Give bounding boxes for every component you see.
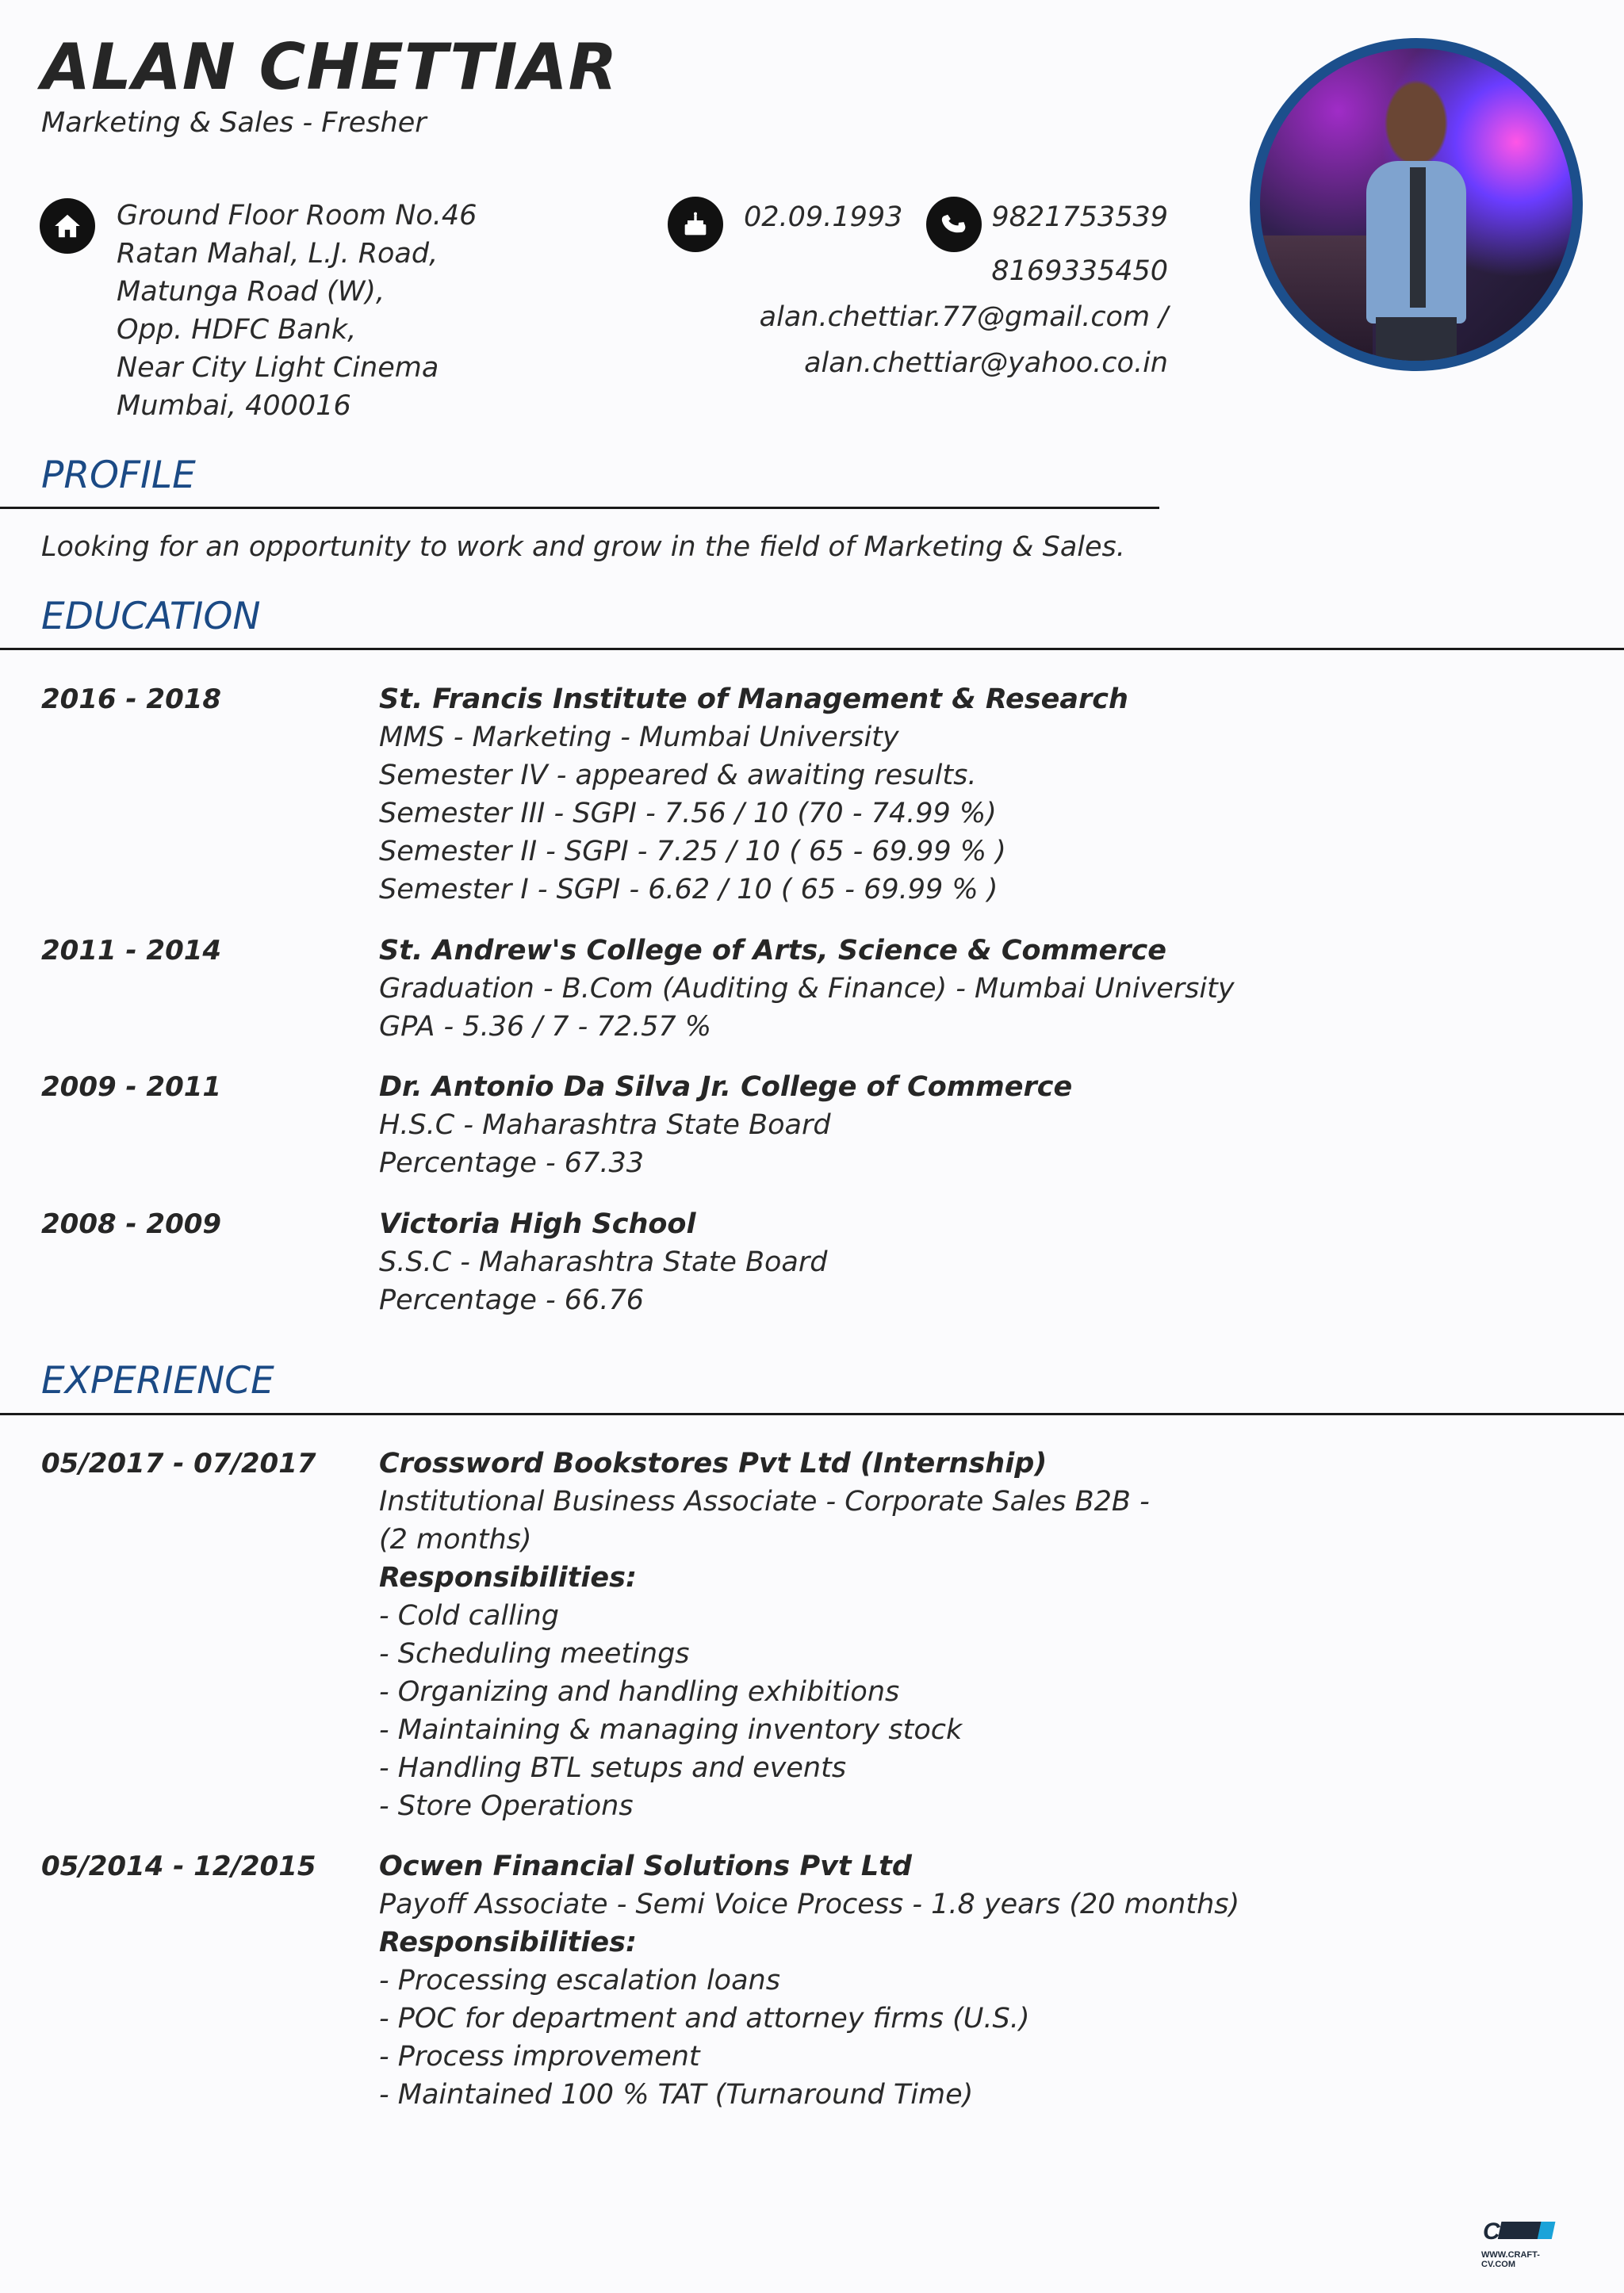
responsibility-item: - Scheduling meetings xyxy=(379,1638,690,1670)
education-detail: Percentage - 66.76 xyxy=(379,1284,644,1316)
logo-url: WWW.CRAFT-CV.COM xyxy=(1481,2250,1540,2269)
role-line: Institutional Business Associate - Corporate Sales B2B - xyxy=(379,1486,1150,1518)
responsibility-item: - Processing escalation loans xyxy=(379,1965,780,1996)
responsibility-item: - Maintaining & managing inventory stock xyxy=(379,1714,963,1746)
birthday-cake-icon xyxy=(668,197,723,252)
craft-cv-logo xyxy=(1481,2212,1561,2269)
candidate-subtitle: Marketing & Sales - Fresher xyxy=(41,107,427,139)
education-detail: Semester I - SGPI - 6.62 / 10 ( 65 - 69.99 % ) xyxy=(379,874,998,905)
address-block xyxy=(117,197,477,425)
education-detail: MMS - Marketing - Mumbai University xyxy=(379,722,899,753)
phone-number-1: 9821753539 xyxy=(991,201,1168,233)
education-detail: H.S.C - Maharashtra State Board xyxy=(379,1109,831,1141)
responsibility-item: - Handling BTL setups and events xyxy=(379,1752,847,1784)
experience-heading: EXPERIENCE xyxy=(41,1359,274,1403)
phone-icon xyxy=(926,197,982,252)
date-of-birth: 02.09.1993 xyxy=(744,201,903,233)
responsibilities-label: Responsibilities: xyxy=(379,1562,637,1594)
photo-tie xyxy=(1410,167,1426,308)
education-rule xyxy=(0,648,1624,650)
institution-name: Dr. Antonio Da Silva Jr. College of Commerce xyxy=(379,1071,1073,1103)
institution-name: St. Andrew's College of Arts, Science & Commerce xyxy=(379,935,1166,967)
institution-name: Victoria High School xyxy=(379,1208,696,1240)
education-detail: Semester II - SGPI - 7.25 / 10 ( 65 - 69.99 % ) xyxy=(379,836,1006,867)
logo-mark: C xyxy=(1483,2218,1500,2245)
email-2: alan.chettiar@yahoo.co.in xyxy=(804,347,1168,379)
responsibility-item: - Maintained 100 % TAT (Turnaround Time) xyxy=(379,2079,974,2111)
education-detail: Graduation - B.Com (Auditing & Finance) - Mumbai University xyxy=(379,973,1235,1005)
experience-rule xyxy=(0,1413,1624,1415)
responsibility-item: - Store Operations xyxy=(379,1790,634,1822)
experience-entry xyxy=(379,1847,1239,2114)
education-dates: 2009 - 2011 xyxy=(41,1071,222,1103)
photo-car xyxy=(1260,235,1373,361)
photo-pants xyxy=(1376,317,1457,361)
address-line: Mumbai, 400016 xyxy=(117,390,351,422)
responsibilities-label: Responsibilities: xyxy=(379,1927,637,1958)
profile-rule xyxy=(0,507,1159,509)
candidate-name: ALAN CHETTIAR xyxy=(41,30,619,104)
education-entry xyxy=(379,1068,1072,1182)
responsibility-item: - Organizing and handling exhibitions xyxy=(379,1676,900,1708)
profile-heading: PROFILE xyxy=(41,454,196,497)
experience-entry xyxy=(379,1445,1150,1825)
responsibility-item: - Process improvement xyxy=(379,2041,700,2073)
email-1: alan.chettiar.77@gmail.com / xyxy=(759,301,1168,333)
profile-photo xyxy=(1250,38,1583,371)
company-name: Crossword Bookstores Pvt Ltd (Internship) xyxy=(379,1448,1048,1480)
education-detail: Percentage - 67.33 xyxy=(379,1147,644,1179)
education-entry xyxy=(379,680,1128,909)
education-entry xyxy=(379,932,1235,1046)
education-dates: 2016 - 2018 xyxy=(41,683,222,715)
address-line: Ratan Mahal, L.J. Road, xyxy=(117,238,439,270)
address-line: Near City Light Cinema xyxy=(117,352,439,384)
experience-dates: 05/2017 - 07/2017 xyxy=(41,1448,316,1480)
institution-name: St. Francis Institute of Management & Research xyxy=(379,683,1128,715)
address-line: Ground Floor Room No.46 xyxy=(117,200,477,232)
role-line: (2 months) xyxy=(379,1524,532,1556)
education-dates: 2008 - 2009 xyxy=(41,1208,222,1240)
home-icon xyxy=(40,198,95,254)
responsibility-item: - POC for department and attorney firms (U.S.) xyxy=(379,2003,1030,2035)
company-name: Ocwen Financial Solutions Pvt Ltd xyxy=(379,1851,912,1882)
education-detail: Semester IV - appeared & awaiting results. xyxy=(379,760,977,791)
education-detail: Semester III - SGPI - 7.56 / 10 (70 - 74.99 %) xyxy=(379,798,997,829)
address-line: Matunga Road (W), xyxy=(117,276,385,308)
education-dates: 2011 - 2014 xyxy=(41,935,222,967)
education-entry xyxy=(379,1205,827,1319)
address-line: Opp. HDFC Bank, xyxy=(117,314,357,346)
education-detail: GPA - 5.36 / 7 - 72.57 % xyxy=(379,1011,712,1043)
education-heading: EDUCATION xyxy=(41,595,261,638)
education-detail: S.S.C - Maharashtra State Board xyxy=(379,1246,828,1278)
responsibility-item: - Cold calling xyxy=(379,1600,559,1632)
phone-number-2: 8169335450 xyxy=(991,255,1168,287)
profile-text: Looking for an opportunity to work and grow in the field of Marketing & Sales. xyxy=(41,531,1125,563)
experience-dates: 05/2014 - 12/2015 xyxy=(41,1851,316,1882)
role-line: Payoff Associate - Semi Voice Process - 1.8 years (20 months) xyxy=(379,1889,1240,1920)
